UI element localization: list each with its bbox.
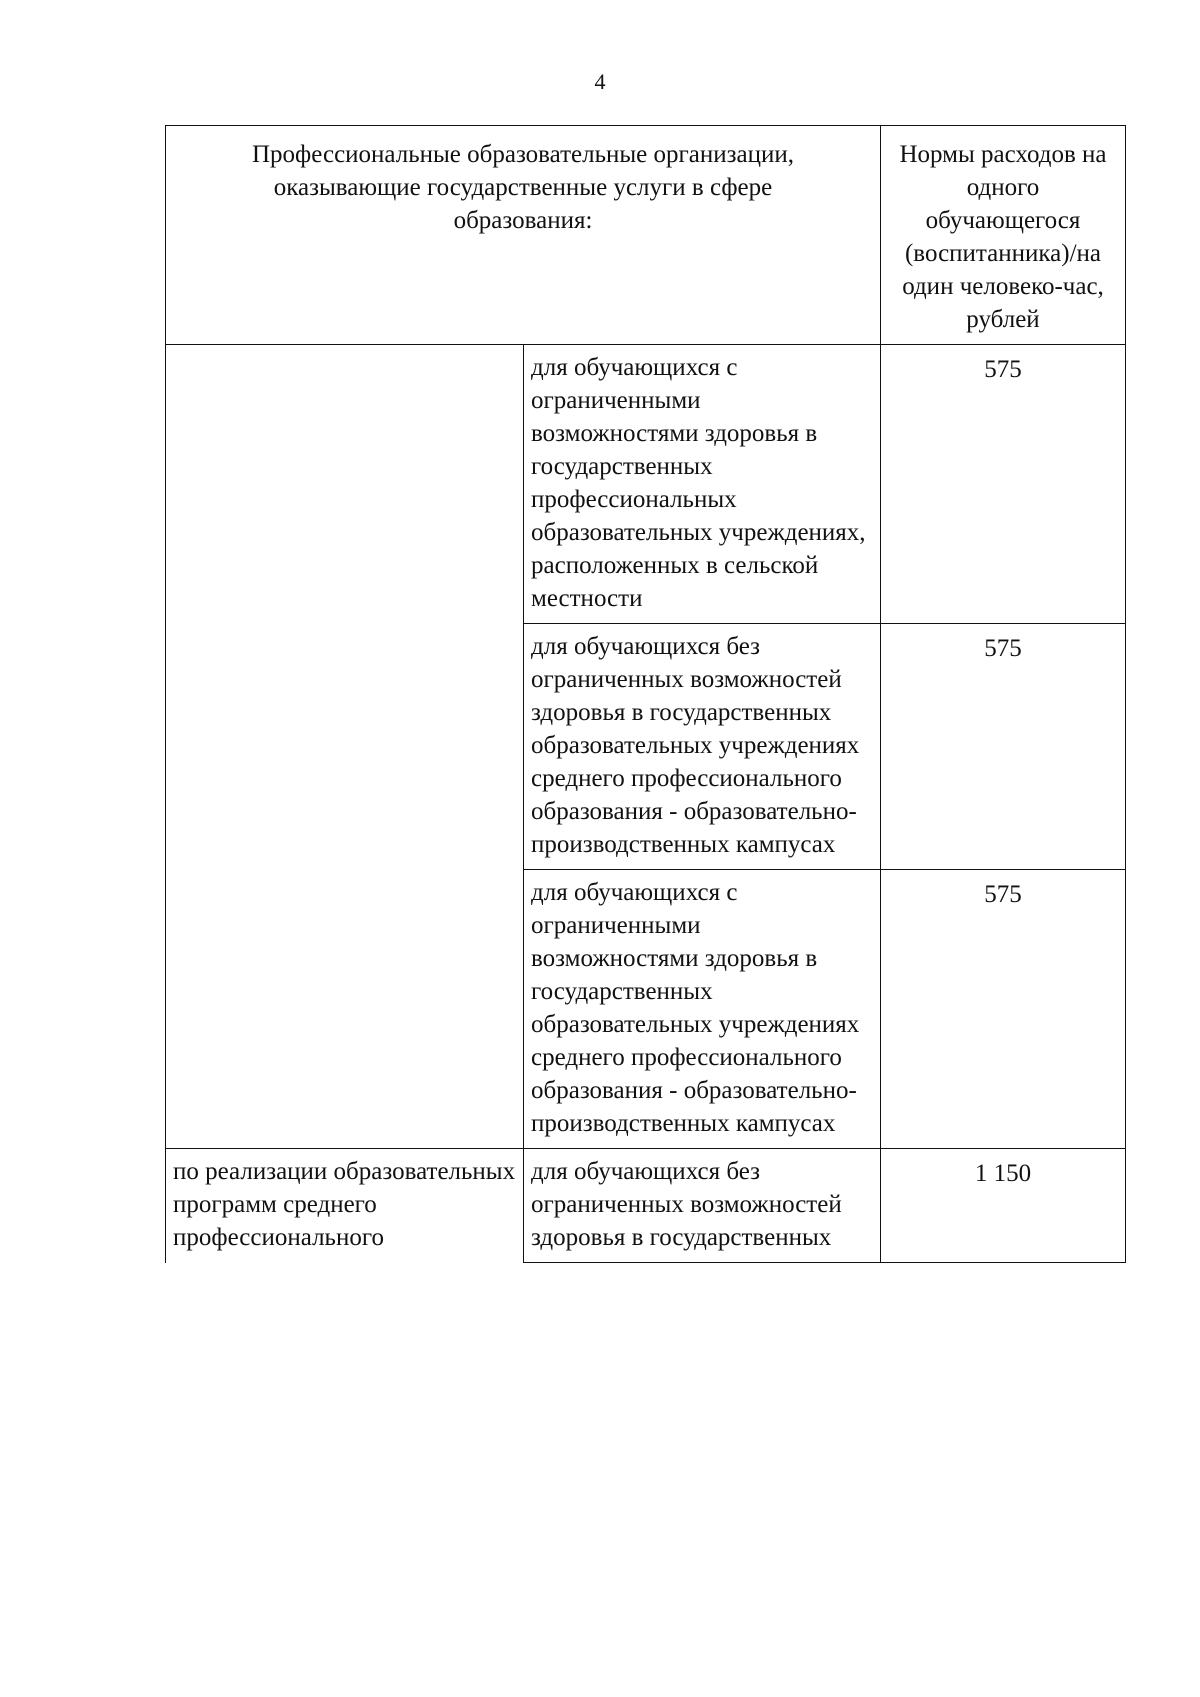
category-text: для обучающихся с ограниченными возможностями здоровья в государственных образовательных учреждениях среднего профессионального образования - образовательно-производственных кампусах xyxy=(531,879,860,1137)
service-cell xyxy=(166,1149,524,1263)
category-cell xyxy=(524,870,881,1149)
category-cell xyxy=(524,624,881,870)
header-organizations-cell xyxy=(166,126,881,345)
norm-cell xyxy=(881,345,1126,624)
norm-value: 575 xyxy=(984,356,1022,383)
norm-cell xyxy=(881,624,1126,870)
norm-value: 575 xyxy=(984,881,1022,908)
category-text: для обучающихся без ограниченных возможностей здоровья в государственных xyxy=(531,1158,842,1251)
table-row xyxy=(166,345,1126,624)
category-cell xyxy=(524,1149,881,1263)
category-text: для обучающихся без ограниченных возможностей здоровья в государственных образовательных учреждениях среднего профессионального образования - образовательно-производственных кампусах xyxy=(531,633,860,858)
category-text: для обучающихся с ограниченными возможностями здоровья в государственных профессиональных образовательных учреждениях, расположенных в сельской местности xyxy=(531,354,866,612)
header-norms-cell xyxy=(881,126,1126,345)
table-header-row xyxy=(166,126,1126,345)
category-cell xyxy=(524,345,881,624)
service-text: по реализации образовательных программ среднего профессионального xyxy=(173,1158,516,1251)
header-norms-text: Нормы расходов на одного обучающегося (воспитанника)/на один человеко-час, рублей xyxy=(899,141,1107,333)
page-number: 4 xyxy=(594,69,606,94)
norm-cell xyxy=(881,870,1126,1149)
norm-value: 575 xyxy=(984,635,1022,662)
norm-value: 1 150 xyxy=(974,1160,1032,1187)
norms-table xyxy=(165,125,1126,1263)
table-row xyxy=(166,1149,1126,1263)
header-organizations-text: Профессиональные образовательные организации, оказывающие государственные услуги в сфере образования: xyxy=(252,141,794,234)
service-cell xyxy=(166,345,524,1149)
norm-cell xyxy=(881,1149,1126,1263)
